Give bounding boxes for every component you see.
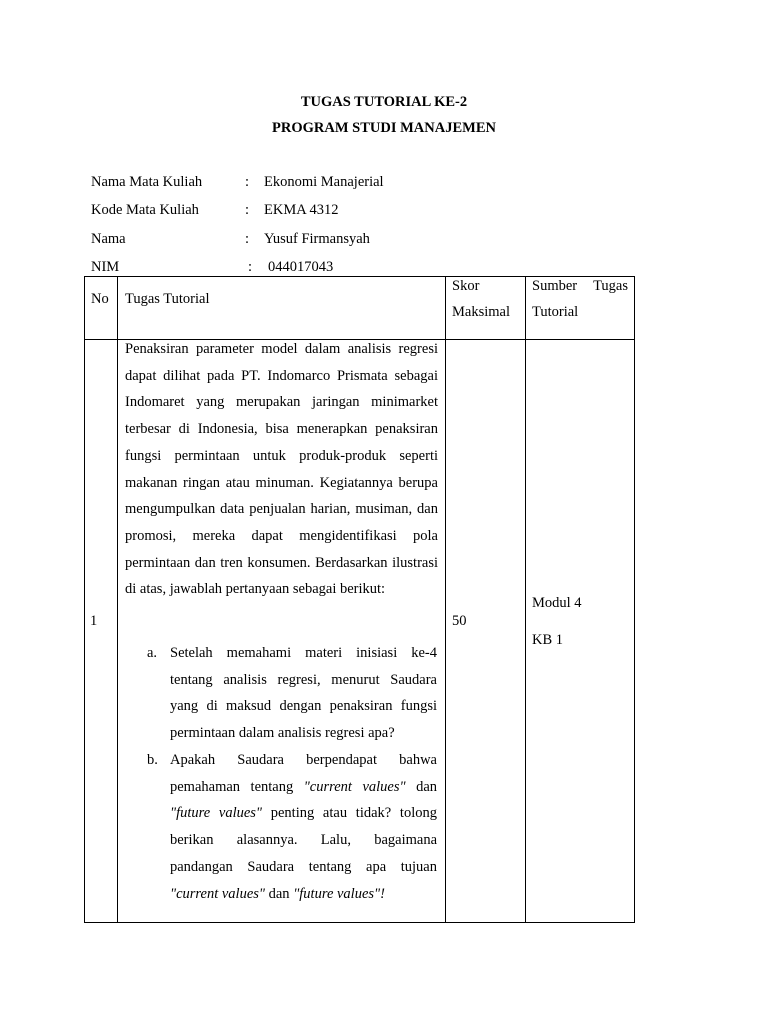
question-b — [147, 747, 438, 912]
question-b-marker: b. — [147, 752, 158, 768]
header-tutorial: Tutorial — [532, 304, 579, 320]
info-colon: : — [245, 174, 250, 190]
current-values-term: "current values" — [303, 778, 406, 795]
source-kb: KB 1 — [532, 632, 564, 648]
table-col-divider — [525, 276, 526, 923]
header-no: No — [91, 291, 109, 307]
tutorial-table — [84, 276, 635, 923]
header-skor: Skor — [452, 278, 480, 294]
info-label: Nama — [91, 231, 126, 247]
header-tugas-tutorial: Tugas Tutorial — [125, 291, 210, 307]
info-label: Kode Mata Kuliah — [91, 202, 199, 218]
header-sumber-tugas-text: Sumber Tugas — [532, 278, 628, 294]
max-score: 50 — [452, 613, 467, 629]
question-a-text: Setelah memahami materi inisiasi ke-4 tentang analisis regresi, menurut Saudara yang di maksud dengan penaksiran fungsi permintaan dalam analisis regresi apa? — [170, 645, 437, 742]
info-value: 044017043 — [268, 259, 334, 275]
question-b-part: Apakah Saudara berpendapat bahwa pemahaman tentang — [170, 752, 437, 795]
header-maksimal: Maksimal — [452, 304, 510, 320]
header-sumber-tugas — [532, 273, 628, 300]
info-value: Yusuf Firmansyah — [264, 231, 370, 247]
document-title: TUGAS TUTORIAL KE-2 — [300, 94, 468, 110]
info-colon: : — [245, 202, 250, 218]
table-col-divider — [117, 276, 118, 923]
row-number: 1 — [90, 613, 98, 629]
info-value: Ekonomi Manajerial — [264, 174, 384, 190]
table-col-divider — [445, 276, 446, 923]
info-label: Nama Mata Kuliah — [91, 174, 203, 190]
task-intro-text: Penaksiran parameter model dalam analisis regresi dapat dilihat pada PT. Indomarco Prismata sebagai Indomaret yang merupakan jaringan minimarket terbesar di Indonesia, bisa menerapkan penaksiran fungsi permintaan untuk produk-produk seperti makanan ringan atau minuman. Kegiatannya berupa mengumpulkan data penjualan harian, musiman, dan promosi, mereka dapat mengidentifikasi pola permintaan dan tren konsumen. Berdasarkan ilustrasi di atas, jawablah pertanyaan sebagai berikut: — [125, 341, 438, 598]
question-a-marker: a. — [147, 645, 158, 661]
program-title: PROGRAM STUDI MANAJEMEN — [272, 120, 496, 136]
question-b-part: penting atau tidak? tolong berikan alasannya. Lalu, bagaimana pandangan Saudara tentang apa tujuan — [170, 805, 437, 875]
source-module: Modul 4 — [532, 595, 582, 611]
future-values-term: "future values"! — [293, 885, 385, 902]
current-values-term: "current values" — [170, 885, 265, 902]
table-border-left — [84, 276, 85, 923]
question-a — [147, 640, 438, 750]
question-b-part: dan — [405, 778, 438, 795]
table-border-right — [634, 276, 635, 923]
info-colon: : — [245, 231, 250, 247]
info-label: NIM — [91, 259, 120, 275]
info-colon: : — [248, 259, 253, 275]
question-b-part: dan — [265, 885, 294, 902]
future-values-term: "future values" — [170, 805, 263, 822]
table-border-bottom — [84, 922, 635, 923]
question-b-text — [170, 747, 437, 907]
info-value: EKMA 4312 — [264, 202, 339, 218]
